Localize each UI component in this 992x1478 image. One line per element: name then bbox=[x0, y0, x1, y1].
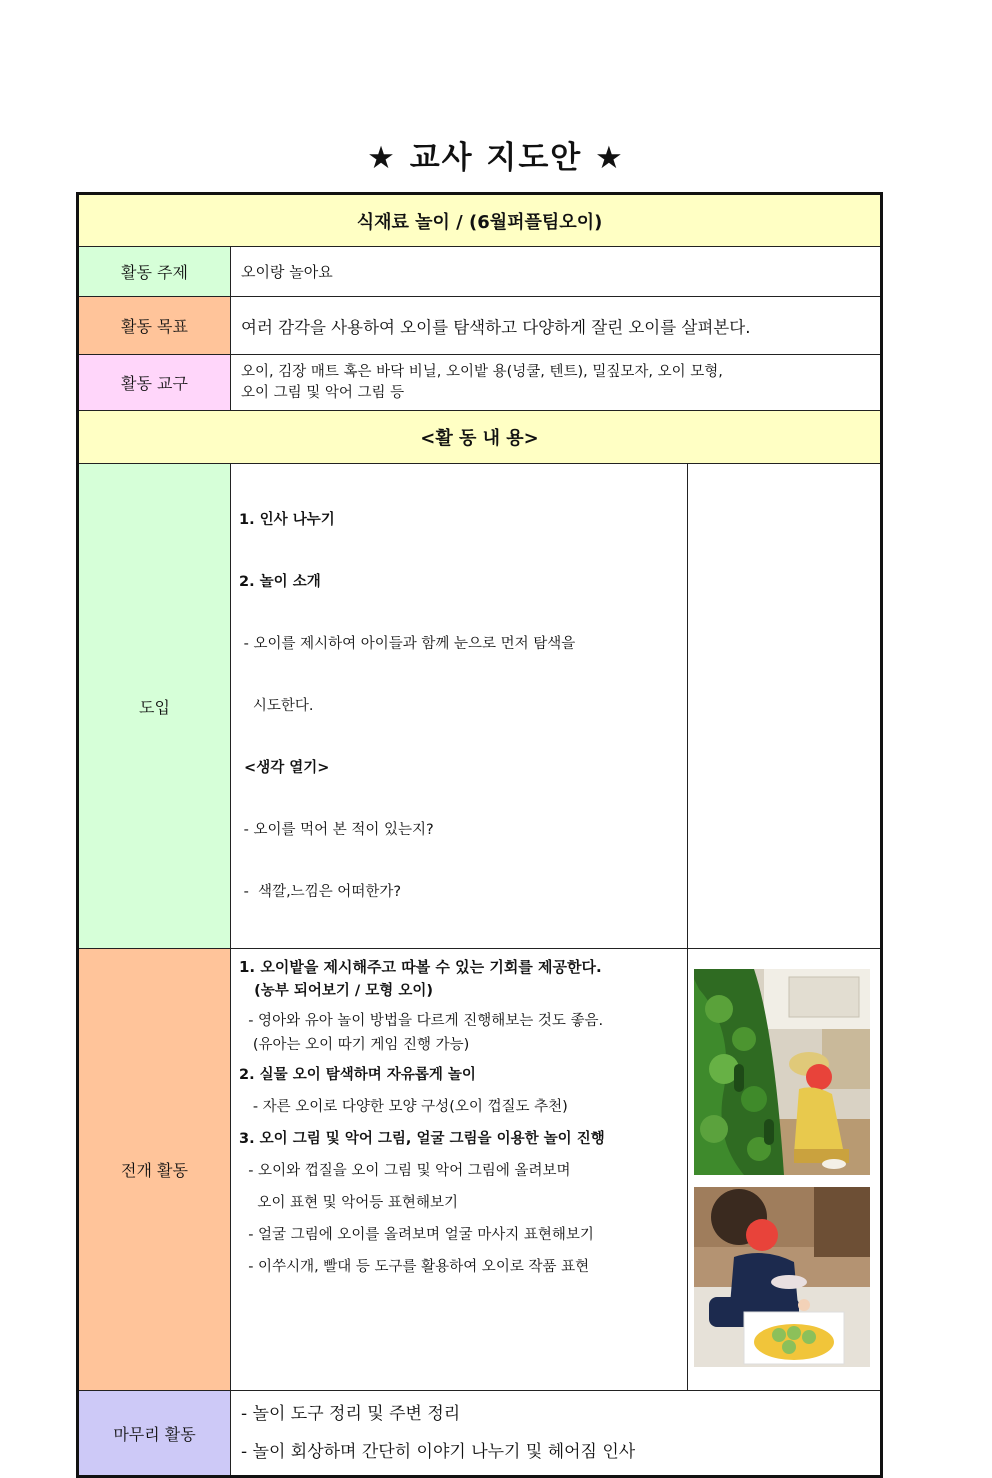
tools-line: 오이 그림 및 악어 그림 등 bbox=[241, 384, 405, 401]
intro-empty-cell bbox=[688, 464, 882, 949]
topic-row bbox=[78, 247, 882, 297]
intro-content bbox=[231, 464, 688, 949]
closing-content bbox=[231, 1391, 882, 1477]
tools-value bbox=[231, 355, 882, 411]
photo-cell bbox=[688, 949, 882, 1391]
goal-value: 여러 감각을 사용하여 오이를 탐색하고 다양하게 잘린 오이를 살펴본다. bbox=[231, 297, 882, 355]
page-title: ★ 교사 지도안 ★ bbox=[367, 140, 625, 176]
tools-line: 오이, 김장 매트 혹은 바닥 비닐, 오이밭 용(넝쿨, 텐트), 밀짚모자, 오이 모형, bbox=[241, 363, 723, 380]
intro-line: 시도한다. bbox=[239, 698, 314, 714]
development-line: 오이 표현 및 악어등 표현해보기 bbox=[239, 1195, 458, 1211]
intro-line: - 색깔,느낌은 어떠한가? bbox=[239, 884, 402, 900]
development-line: (농부 되어보기 / 모형 오이) bbox=[239, 983, 433, 999]
development-line: - 오이와 껍질을 오이 그림 및 악어 그림에 올려보며 bbox=[239, 1163, 571, 1179]
plan-header-row bbox=[78, 194, 882, 247]
intro-line: - 오이를 제시하여 아이들과 함께 눈으로 먼저 탐색을 bbox=[239, 636, 576, 652]
cucumber-vine-photo bbox=[694, 969, 870, 1175]
topic-value: 오이랑 놀아요 bbox=[231, 247, 882, 297]
intro-line: 2. 놀이 소개 bbox=[239, 574, 321, 590]
goal-label: 활동 목표 bbox=[78, 297, 231, 355]
development-line: (유아는 오이 따기 게임 진행 가능) bbox=[239, 1037, 470, 1053]
development-line: - 얼굴 그림에 오이를 올려보며 얼굴 마사지 표현해보기 bbox=[239, 1227, 594, 1243]
intro-label: 도입 bbox=[78, 464, 231, 949]
intro-line: <생각 열기> bbox=[239, 760, 330, 776]
content-header-row bbox=[78, 411, 882, 464]
plan-header: 식재료 놀이 / (6월퍼플팀오이) bbox=[78, 194, 882, 247]
development-line: 2. 실물 오이 탐색하며 자유롭게 놀이 bbox=[239, 1067, 476, 1083]
closing-label: 마무리 활동 bbox=[78, 1391, 231, 1477]
intro-line: - 오이를 먹어 본 적이 있는지? bbox=[239, 822, 434, 838]
development-line: 3. 오이 그림 및 악어 그림, 얼굴 그림을 이용한 놀이 진행 bbox=[239, 1131, 605, 1147]
closing-line: - 놀이 회상하며 간단히 이야기 나누기 및 헤어짐 인사 bbox=[241, 1442, 636, 1462]
tools-label: 활동 교구 bbox=[78, 355, 231, 411]
content-header: <활 동 내 용> bbox=[78, 411, 882, 464]
development-content bbox=[231, 949, 688, 1391]
intro-line: 1. 인사 나누기 bbox=[239, 512, 335, 528]
topic-label: 활동 주제 bbox=[78, 247, 231, 297]
lesson-plan-table bbox=[76, 192, 883, 1478]
development-line: - 이쑤시개, 빨대 등 도구를 활용하여 오이로 작품 표현 bbox=[239, 1259, 590, 1275]
closing-row bbox=[78, 1391, 882, 1477]
closing-line: - 놀이 도구 정리 및 주변 정리 bbox=[241, 1404, 461, 1424]
development-line: 1. 오이밭을 제시해주고 따볼 수 있는 기회를 제공한다. bbox=[239, 958, 602, 976]
cucumber-art-photo bbox=[694, 1187, 870, 1367]
development-line: - 자른 오이로 다양한 모양 구성(오이 껍질도 추천) bbox=[239, 1099, 568, 1115]
intro-row bbox=[78, 464, 882, 949]
tools-row bbox=[78, 355, 882, 411]
development-line: - 영아와 유아 놀이 방법을 다르게 진행해보는 것도 좋음. bbox=[239, 1013, 604, 1029]
development-label: 전개 활동 bbox=[78, 949, 231, 1391]
goal-row bbox=[78, 297, 882, 355]
development-row bbox=[78, 949, 882, 1391]
